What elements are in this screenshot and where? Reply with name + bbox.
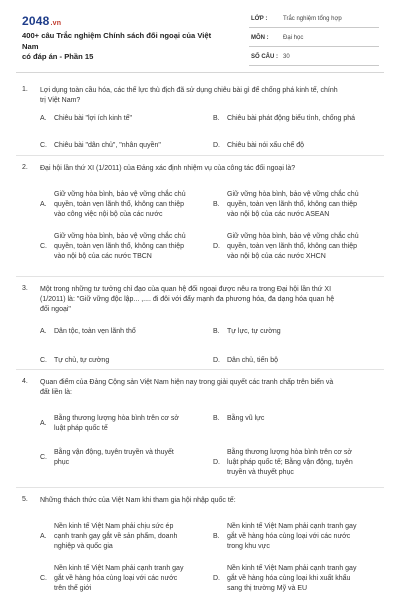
option-text xyxy=(227,414,264,424)
option-text-line: Chiêu bài "dân chủ", "nhân quyền" xyxy=(54,142,161,149)
option-text xyxy=(54,564,183,594)
option-text xyxy=(227,114,355,124)
option-text-line: Tự lực, tự cường xyxy=(227,328,281,335)
option-letter: C. xyxy=(40,575,47,582)
answer-option[interactable] xyxy=(213,141,378,151)
option-text-line: phục xyxy=(54,459,70,466)
question-number: 1. xyxy=(22,86,28,93)
question-text xyxy=(40,164,376,174)
answer-option[interactable] xyxy=(40,414,205,434)
question-text xyxy=(40,285,376,315)
answer-option[interactable] xyxy=(213,327,378,337)
option-text xyxy=(227,190,359,220)
option-text xyxy=(227,327,281,337)
option-letter: C. xyxy=(40,142,47,149)
info-value: Trắc nghiệm tổng hợp xyxy=(283,16,342,22)
option-text-line: Nền kinh tế Việt Nam phải chịu sức ép xyxy=(54,523,174,530)
option-text-line: quyền, toàn vẹn lãnh thổ, không can thiệp xyxy=(54,243,184,250)
info-box xyxy=(249,13,379,66)
option-letter: A. xyxy=(40,328,47,335)
option-text xyxy=(54,232,186,262)
document-title xyxy=(22,31,222,63)
question-divider xyxy=(16,369,384,370)
option-text xyxy=(227,356,278,366)
answer-option[interactable] xyxy=(40,448,205,468)
info-value: 30 xyxy=(283,54,290,60)
option-letter: A. xyxy=(40,115,47,122)
info-row-lop xyxy=(249,13,379,28)
info-label: LỚP : xyxy=(251,16,268,22)
option-text-line: Chiêu bài nói xấu chế độ xyxy=(227,142,305,149)
answer-option[interactable] xyxy=(40,327,205,337)
info-row-mon xyxy=(249,32,379,47)
option-letter: D. xyxy=(213,575,220,582)
question-text-line: đối ngoại" xyxy=(40,306,71,313)
option-letter: D. xyxy=(213,357,220,364)
option-text xyxy=(54,114,132,124)
option-text-line: Dân tộc, toàn vẹn lãnh thổ xyxy=(54,328,136,335)
option-text-line: gắt về hàng hóa cùng loại khi xuất khẩu xyxy=(227,575,351,582)
option-letter: C. xyxy=(40,357,47,364)
option-text-line: sang thị trường Mỹ và EU xyxy=(227,585,308,592)
question-text-line: Lợi dụng toàn cầu hóa, các thế lực thù địch đã sử dụng chiêu bài gì để chống phá kinh tế, chính xyxy=(40,87,338,94)
answer-option[interactable] xyxy=(213,448,378,478)
question-text xyxy=(40,378,376,398)
info-label: SỐ CÂU : xyxy=(251,54,278,60)
option-text xyxy=(54,356,109,366)
option-text-line: Giữ vững hòa bình, bảo vệ vững chắc chủ xyxy=(227,191,359,198)
answer-option[interactable] xyxy=(40,190,205,220)
info-value: Đại học xyxy=(283,35,304,41)
option-letter: A. xyxy=(40,533,47,540)
option-text-line: Dân chủ, tiến bộ xyxy=(227,357,278,364)
answer-option[interactable] xyxy=(213,356,378,366)
title-line: 400+ câu Trắc nghiệm Chính sách đối ngoại của Việt Nam xyxy=(22,31,212,51)
option-text xyxy=(54,448,174,468)
option-text-line: gắt về hàng hóa cùng loại với các nước xyxy=(227,533,351,540)
option-text xyxy=(227,232,359,262)
option-text-line: vào nội bộ của các nước TBCN xyxy=(54,253,152,260)
option-text-line: Tự chủ, tự cường xyxy=(54,357,110,364)
option-text-line: vào công việc nội bộ của các nước xyxy=(54,211,163,218)
option-letter: B. xyxy=(213,201,220,208)
option-text-line: Bằng thương lượng hòa bình trên cơ sở xyxy=(54,415,180,422)
option-text xyxy=(54,141,161,151)
option-text-line: Bằng thương lượng hòa bình trên cơ sở xyxy=(227,449,353,456)
question-text xyxy=(40,86,376,106)
answer-option[interactable] xyxy=(40,564,205,594)
title-line: có đáp án - Phần 15 xyxy=(22,52,94,61)
question-number: 4. xyxy=(22,378,28,385)
option-text xyxy=(54,414,179,434)
option-letter: C. xyxy=(40,243,47,250)
option-text xyxy=(227,522,356,552)
option-letter: A. xyxy=(40,420,47,427)
option-letter: A. xyxy=(40,201,47,208)
option-text xyxy=(54,327,136,337)
option-letter: B. xyxy=(213,533,220,540)
option-text-line: truyền và thuyết phục xyxy=(227,469,294,476)
question-text-line: Quan điểm của Đảng Cộng sản Việt Nam hiện nay trong giải quyết các tranh chấp trên biển và xyxy=(40,379,334,386)
option-text-line: Bằng vũ lực xyxy=(227,415,265,422)
answer-option[interactable] xyxy=(213,522,378,552)
question-divider xyxy=(16,276,384,277)
option-text-line: trên thế giới xyxy=(54,585,92,592)
answer-option[interactable] xyxy=(40,356,205,366)
question-text xyxy=(40,496,376,506)
question-number: 3. xyxy=(22,285,28,292)
option-text-line: nghiệp và quốc gia xyxy=(54,543,113,550)
answer-option[interactable] xyxy=(213,114,378,124)
option-letter: D. xyxy=(213,459,220,466)
option-text-line: Bằng vận động, tuyên truyền và thuyết xyxy=(54,449,174,456)
option-letter: B. xyxy=(213,328,220,335)
option-text-line: luật pháp quốc tế; Bằng vận động, tuyên xyxy=(227,459,353,466)
answer-option[interactable] xyxy=(40,141,205,151)
option-letter: D. xyxy=(213,243,220,250)
option-letter: B. xyxy=(213,115,220,122)
option-text-line: luật pháp quốc tế xyxy=(54,425,108,432)
option-text xyxy=(227,564,356,594)
answer-option[interactable] xyxy=(40,522,205,552)
option-text-line: Giữ vững hòa bình, bảo vệ vững chắc chủ xyxy=(227,233,359,240)
answer-option[interactable] xyxy=(40,232,205,262)
option-text-line: gắt về hàng hóa cùng loại với các nước xyxy=(54,575,178,582)
option-text xyxy=(54,190,186,220)
document-header xyxy=(0,0,400,66)
option-text-line: Giữ vững hòa bình, bảo vệ vững chắc chủ xyxy=(54,233,186,240)
question-text-line: Những thách thức của Việt Nam khi tham gia hội nhập quốc tế: xyxy=(40,497,236,504)
option-text xyxy=(227,448,353,478)
option-letter: C. xyxy=(40,454,47,461)
option-text-line: Nền kinh tế Việt Nam phải cạnh tranh gay xyxy=(54,565,184,572)
option-text-line: Chiêu bài "lợi ích kinh tế" xyxy=(54,115,133,122)
answer-option[interactable] xyxy=(213,190,378,220)
answer-option[interactable] xyxy=(213,232,378,262)
question-text-line: đất liền là: xyxy=(40,389,72,396)
option-text xyxy=(54,522,177,552)
question-text-line: trị Việt Nam? xyxy=(40,97,81,104)
option-text xyxy=(227,141,304,151)
option-text-line: Chiêu bài phát động biểu tình, chống phá xyxy=(227,115,356,122)
option-text-line: trong khu vực xyxy=(227,543,270,550)
option-text-line: Nền kinh tế Việt Nam phải cạnh tranh gay xyxy=(227,523,357,530)
option-text-line: quyền, toàn vẹn lãnh thổ, không can thiệp xyxy=(54,201,184,208)
header-divider xyxy=(16,72,384,73)
option-letter: D. xyxy=(213,142,220,149)
question-text-line: Một trong những tư tưởng chỉ đạo của quan hệ đối ngoại được nêu ra trong Đại hội lần thứ XI xyxy=(40,286,332,293)
question-divider xyxy=(16,487,384,488)
info-label: MÔN : xyxy=(251,35,269,41)
info-row-socau xyxy=(249,51,379,66)
option-text-line: vào nội bộ của các nước XHCN xyxy=(227,253,326,260)
option-text-line: Nền kinh tế Việt Nam phải cạnh tranh gay xyxy=(227,565,357,572)
option-text-line: cạnh tranh gay gắt về sản phẩm, doanh xyxy=(54,533,178,540)
option-text-line: quyền, toàn vẹn lãnh thổ, không can thiệp xyxy=(227,243,357,250)
site-logo[interactable]: 2048.vn xyxy=(22,14,62,28)
answer-option[interactable] xyxy=(213,564,378,594)
question-text-line: Đại hội lần thứ XI (1/2011) của Đảng xác định nhiệm vụ của công tác đối ngoại là? xyxy=(40,165,296,172)
option-text-line: Giữ vững hòa bình, bảo vệ vững chắc chủ xyxy=(54,191,186,198)
option-text-line: vào nội bộ của các nước ASEAN xyxy=(227,211,330,218)
answer-option[interactable] xyxy=(213,414,378,424)
answer-option[interactable] xyxy=(40,114,205,124)
option-text-line: quyền, toàn vẹn lãnh thổ, không can thiệp xyxy=(227,201,357,208)
question-number: 5. xyxy=(22,496,28,503)
question-divider xyxy=(16,155,384,156)
question-number: 2. xyxy=(22,164,28,171)
question-text-line: (1/2011) là: "Giữ vững độc lập... ,.... đi đôi với đẩy mạnh đa phương hóa, đa dạng hóa quan hệ xyxy=(40,296,335,303)
option-letter: B. xyxy=(213,415,220,422)
